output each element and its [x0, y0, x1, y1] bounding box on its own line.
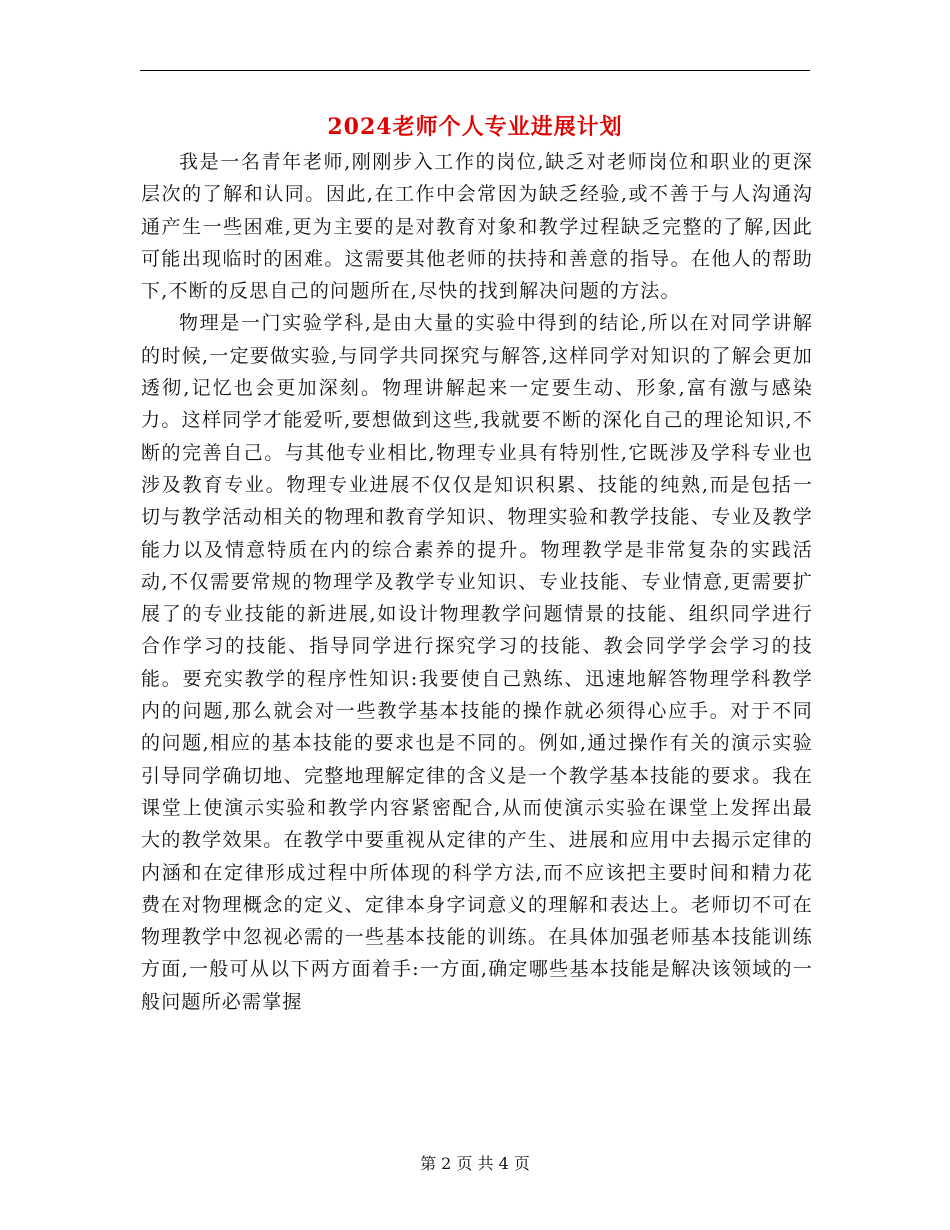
- page-footer: 第 2 页 共 4 页: [420, 1154, 530, 1173]
- document-title: 2024老师个人专业进展计划: [327, 114, 623, 140]
- header-rule: [140, 70, 810, 71]
- paragraph: 物理是一门实验学科,是由大量的实验中得到的结论,所以在对同学讲解的时候,一定要做实验,与同学共同探究与解答,这样同学对知识的了解会更加透彻,记忆也会更加深刻。物理讲解起来一定要生动、形象,富有激与感染力。这样同学才能爱听,要想做到这些,我就要不断的深化自己的理论知识,不断的完善自己。与其他专业相比,物理专业具有特别性,它既涉及学科专业也涉及教育专业。物理专业进展不仅仅是知识积累、技能的纯熟,而是包括一切与教学活动相关的物理和教育学知识、物理实验和教学技能、专业及教学能力以及情意特质在内的综合素养的提升。物理教学是非常复杂的实践活动,不仅需要常规的物理学及教学专业知识、专业技能、专业情意,更需要扩展了的专业技能的新进展,如设计物理教学问题情景的技能、组织同学进行合作学习的技能、指导同学进行探究学习的技能、教会同学学会学习的技能。要充实教学的程序性知识:我要使自己熟练、迅速地解答物理学科教学内的问题,那么就会对一些教学基本技能的操作就必须得心应手。对于不同的问题,相应的基本技能的要求也是不同的。例如,通过操作有关的演示实验引导同学确切地、完整地理解定律的含义是一个教学基本技能的要求。我在课堂上使演示实验和教学内容紧密配合,从而使演示实验在课堂上发挥出最大的教学效果。在教学中要重视从定律的产生、进展和应用中去揭示定律的内涵和在定律形成过程中所体现的科学方法,而不应该把主要时间和精力花费在对物理概念的定义、定律本身字词意义的理解和表达上。老师切不可在物理教学中忽视必需的一些基本技能的训练。在具体加强老师基本技能训练方面,一般可从以下两方面着手:一方面,确定哪些基本技能是解决该领域的一般问题所必需掌握: [141, 312, 813, 1013]
- document-body: [141, 146, 813, 1018]
- paragraph: 我是一名青年老师,刚刚步入工作的岗位,缺乏对老师岗位和职业的更深层次的了解和认同。因此,在工作中会常因为缺乏经验,或不善于与人沟通沟通产生一些困难,更为主要的是对教育对象和教学过程缺乏完整的了解,因此可能出现临时的困难。这需要其他老师的扶持和善意的指导。在他人的帮助下,不断的反思自己的问题所在,尽快的找到解决问题的方法。: [141, 151, 813, 303]
